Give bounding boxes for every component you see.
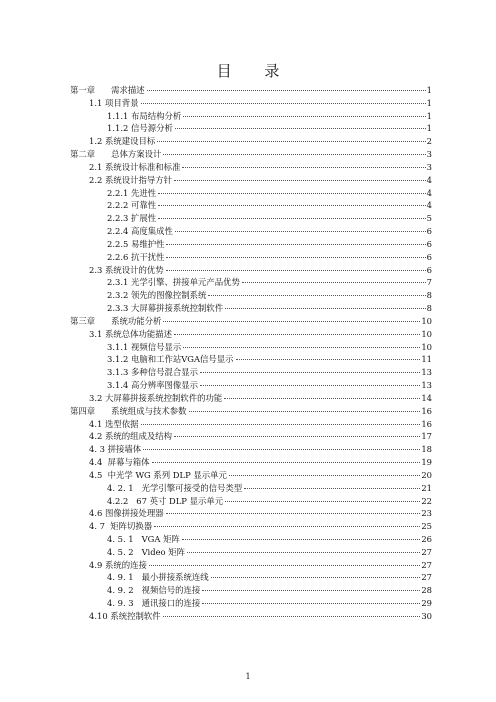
toc-entry-number: 4.10: [89, 610, 108, 621]
toc-entry[interactable]: [70, 533, 432, 546]
toc-entry-number: 1.1.1: [107, 110, 129, 121]
toc-entry-label: [107, 597, 200, 610]
toc-entry[interactable]: [70, 302, 432, 315]
dot-leader: [208, 295, 425, 296]
toc-entry-label: [89, 443, 141, 456]
toc-entry-page: 28: [421, 585, 432, 596]
toc-entry[interactable]: [70, 405, 432, 418]
toc-entry-text: 系统功能分析: [111, 315, 162, 326]
dot-leader: [152, 462, 421, 463]
toc-entry-label: [89, 520, 152, 533]
toc-entry-text: 拼接墙体: [104, 444, 142, 455]
toc-entry-label: [89, 610, 161, 623]
toc-entry[interactable]: [70, 584, 432, 597]
toc-entry-page: 3: [426, 161, 432, 172]
toc-entry-number: 4. 5. 1: [107, 533, 134, 544]
toc-entry-text: 系统建设目标: [102, 136, 156, 147]
toc-entry-number: 2.2.5: [107, 238, 129, 249]
toc-entry-number: 4. 9. 2: [107, 585, 134, 596]
toc-entry-label: [107, 122, 173, 135]
toc-entry-label: [107, 251, 164, 264]
toc-entry-number: 1.1: [89, 97, 103, 108]
toc-entry-label: [89, 135, 155, 148]
toc-entry-number: 4.2.2: [107, 495, 129, 506]
dot-leader: [202, 590, 420, 591]
toc-entry[interactable]: [70, 520, 432, 533]
toc-entry-label: [107, 353, 234, 366]
page-title: 目 录: [216, 62, 294, 80]
toc-entry-text: 系统的组成及结构: [102, 431, 172, 442]
toc-entry-text: 电脑和工作站VGA信号显示: [128, 354, 234, 365]
dot-leader: [236, 359, 421, 360]
toc-entry-number: 1.1.2: [107, 123, 129, 134]
toc-entry-number: 2.3.1: [107, 277, 129, 288]
toc-entry-label: [107, 276, 240, 289]
toc-entry-number: 2.3.2: [107, 290, 129, 301]
toc-entry[interactable]: [70, 559, 432, 572]
toc-entry-label: [107, 366, 198, 379]
toc-entry-number: 4.5: [89, 469, 103, 480]
toc-entry-number: 4. 9. 1: [107, 572, 134, 583]
toc-entry-number: 第四章: [70, 405, 96, 416]
toc-entry-label: [107, 546, 185, 559]
toc-entry[interactable]: [70, 507, 432, 520]
toc-entry[interactable]: [70, 443, 432, 456]
toc-entry-label: [89, 97, 139, 110]
toc-entry-page: 30: [421, 610, 432, 621]
toc-entry-label: [107, 341, 181, 354]
toc-entry-page: 4: [426, 174, 432, 185]
toc-entry-page: 16: [421, 405, 432, 416]
toc-entry-label: [70, 148, 161, 161]
toc-entry-number: 第三章: [70, 315, 96, 326]
dot-leader: [174, 436, 420, 437]
dot-leader: [229, 475, 420, 476]
toc-entry-page: 25: [421, 521, 432, 532]
toc-entry-page: 27: [421, 572, 432, 583]
toc-entry[interactable]: [70, 135, 432, 148]
toc-entry-text: 67 英寸 DLP 显示单元: [128, 495, 224, 506]
toc-entry[interactable]: [70, 495, 432, 508]
toc-entry[interactable]: [70, 148, 432, 161]
toc-entry-text: 可靠性: [128, 200, 157, 211]
toc-entry-number: 1.2: [89, 136, 103, 147]
toc-entry-label: [107, 187, 156, 200]
dot-leader: [200, 372, 420, 373]
dot-leader: [244, 488, 420, 489]
toc-entry-page: 29: [421, 598, 432, 609]
toc-entry-page: 3: [426, 149, 432, 160]
toc-entry[interactable]: [70, 328, 432, 341]
toc-entry-page: 19: [421, 457, 432, 468]
toc-entry-number: 2.3: [89, 264, 103, 275]
toc-entry-label: [70, 84, 145, 97]
toc-entry[interactable]: [70, 110, 432, 123]
toc-entry-page: 1: [426, 123, 432, 134]
toc-entry[interactable]: [70, 174, 432, 187]
dot-leader: [147, 90, 426, 91]
toc-entry-page: 10: [421, 328, 432, 339]
toc-entry[interactable]: [70, 456, 432, 469]
toc-entry-label: [107, 199, 156, 212]
toc-entry-number: 3.1.2: [107, 354, 129, 365]
toc-entry-label: [107, 289, 206, 302]
toc-entry-text: 系统设计指导方针: [102, 174, 172, 185]
toc-entry-page: 2: [426, 136, 432, 147]
dot-leader: [143, 449, 420, 450]
toc-entry-label: [89, 430, 172, 443]
toc-entry-label: [107, 379, 198, 392]
toc-entry-page: 17: [421, 431, 432, 442]
toc-entry-page: 4: [426, 200, 432, 211]
toc-entry[interactable]: [70, 199, 432, 212]
toc-entry-number: 2.2.2: [107, 200, 129, 211]
dot-leader: [175, 128, 426, 129]
toc-entry-text: 布局结构分析: [128, 110, 182, 121]
toc-entry-page: 8: [426, 290, 432, 301]
toc-entry-text: 需求描述: [111, 85, 145, 95]
toc-entry-page: 23: [421, 508, 432, 519]
toc-entry-text: 光学引擎、拼接单元产品优势: [128, 277, 240, 288]
toc-entry-number: 2.2.6: [107, 251, 129, 262]
toc-entry-label: [89, 174, 172, 187]
toc-entry-text: 系统控制软件: [107, 610, 161, 621]
dot-leader: [224, 398, 420, 399]
dot-leader: [163, 154, 425, 155]
toc-entry-text: 项目背景: [102, 97, 139, 108]
toc-entry[interactable]: [70, 84, 432, 97]
toc-entry[interactable]: [70, 353, 432, 366]
toc-entry-label: [89, 392, 222, 405]
toc-entry[interactable]: [70, 264, 432, 277]
toc-entry-page: 22: [421, 495, 432, 506]
toc-entry-number: 4. 7: [89, 521, 105, 532]
toc-entry-label: [70, 405, 187, 418]
toc-entry-text: 系统总体功能描述: [102, 328, 172, 339]
toc-entry[interactable]: [70, 430, 432, 443]
toc-entry[interactable]: [70, 122, 432, 135]
dot-leader: [158, 218, 426, 219]
toc-entry[interactable]: [70, 610, 432, 623]
toc-entry-text: 高分辨率图像显示: [128, 380, 198, 391]
toc-entry-text: 信号源分析: [128, 123, 173, 134]
toc-entry[interactable]: [70, 418, 432, 431]
toc-entry-text: 抗干扰性: [128, 251, 165, 262]
toc-entry-text: 总体方案设计: [111, 149, 162, 160]
dot-leader: [211, 577, 421, 578]
toc-entry-number: 2.2: [89, 174, 103, 185]
toc-entry-number: 2.2.1: [107, 187, 129, 198]
toc-entry-label: [89, 264, 164, 277]
toc-entry-page: 27: [421, 559, 432, 570]
toc-entry-label: [107, 110, 181, 123]
toc-entry-text: 领先的图像控制系统: [128, 290, 207, 301]
toc-entry[interactable]: [70, 315, 432, 328]
toc-entry-label: [89, 469, 227, 482]
dot-leader: [182, 167, 425, 168]
toc-entry-page: 11: [421, 354, 432, 365]
toc-entry-number: 2.1: [89, 161, 103, 172]
toc-entry-page: 6: [426, 251, 432, 262]
toc-entry[interactable]: [70, 289, 432, 302]
toc-entry-number: 3.1: [89, 328, 103, 339]
toc-entry-text: 光学引擎可接受的信号类型: [133, 482, 243, 493]
dot-leader: [166, 244, 425, 245]
toc-entry-number: 4.1: [89, 418, 103, 429]
toc-entry-text: 通讯接口的连接: [133, 598, 201, 609]
dot-leader: [158, 193, 426, 194]
toc-entry-number: 2.3.3: [107, 303, 129, 314]
toc-entry-page: 6: [426, 264, 432, 275]
toc-entry-page: 7: [426, 277, 432, 288]
toc-entry-label: [70, 315, 161, 328]
toc-entry-label: [107, 571, 209, 584]
dot-leader: [166, 270, 426, 271]
toc-entry[interactable]: [70, 341, 432, 354]
toc-entry-page: 18: [421, 444, 432, 455]
dot-leader: [225, 308, 426, 309]
toc-entry-page: 20: [421, 469, 432, 480]
dot-leader: [187, 552, 420, 553]
toc-entry-text: 扩展性: [128, 213, 157, 224]
toc-entry-number: 4. 5. 2: [107, 546, 134, 557]
toc-entry-number: 3.1.4: [107, 380, 129, 391]
toc-entry-text: 选型依据: [102, 418, 139, 429]
toc-entry-text: 系统的连接: [102, 559, 147, 570]
toc-entry-text: 先进性: [128, 187, 157, 198]
toc-entry-text: 图像拼接处理器: [102, 508, 164, 519]
toc-entry-page: 1: [426, 110, 432, 121]
toc-entry[interactable]: [70, 366, 432, 379]
toc-entry-text: 最小拼接系统连线: [133, 572, 209, 583]
toc-entry-text: 视频信号的连接: [133, 585, 201, 596]
toc-entry-page: 14: [421, 392, 432, 403]
toc-entry[interactable]: [70, 482, 432, 495]
toc-entry-label: [89, 507, 164, 520]
toc-entry-label: [107, 495, 223, 508]
toc-entry-page: 16: [421, 418, 432, 429]
toc-entry[interactable]: [70, 546, 432, 559]
toc-entry-page: 13: [421, 367, 432, 378]
toc-entry[interactable]: [70, 276, 432, 289]
toc-entry-page: 10: [421, 315, 432, 326]
toc-entry[interactable]: [70, 469, 432, 482]
toc-entry-text: 高度集成性: [128, 226, 173, 237]
dot-leader: [154, 526, 420, 527]
toc-entry-text: 中光学 WG 系列 DLP 显示单元: [102, 469, 227, 480]
toc-entry-label: [107, 302, 223, 315]
dot-leader: [189, 411, 421, 412]
toc-entry[interactable]: [70, 392, 432, 405]
toc-entry-text: 屏幕与箱体: [102, 457, 150, 468]
toc-entry-number: 4.2: [89, 431, 103, 442]
toc-entry-text: 系统设计的优势: [102, 264, 164, 275]
toc-entry-page: 6: [426, 226, 432, 237]
toc-entry-label: [89, 559, 147, 572]
dot-leader: [200, 385, 420, 386]
toc-entry-text: 大屏幕拼接系统控制软件: [128, 303, 224, 314]
toc-entry-number: 4.6: [89, 508, 103, 519]
toc-entry-page: 8: [426, 303, 432, 314]
toc-entry[interactable]: [70, 161, 432, 174]
toc-entry-label: [107, 225, 173, 238]
dot-leader: [183, 116, 425, 117]
toc-entry-label: [89, 328, 172, 341]
dot-leader: [141, 424, 421, 425]
toc-entry-number: 第二章: [70, 149, 96, 160]
dot-leader: [163, 321, 420, 322]
dot-leader: [163, 616, 421, 617]
dot-leader: [182, 539, 421, 540]
toc-entry-text: 视频信号显示: [128, 341, 182, 352]
toc-entry-label: [107, 212, 156, 225]
toc-entry-label: [107, 533, 180, 546]
dot-leader: [175, 231, 426, 232]
dot-leader: [141, 103, 426, 104]
toc-entry-number: 4. 3: [89, 444, 105, 455]
dot-leader: [225, 501, 420, 502]
toc-entry-text: VGA 矩阵: [133, 533, 180, 544]
toc-entry-number: 3.1.3: [107, 367, 129, 378]
toc-entry-page: 10: [421, 341, 432, 352]
dot-leader: [174, 334, 420, 335]
toc-entry[interactable]: [70, 225, 432, 238]
dot-leader: [157, 141, 425, 142]
table-of-contents: [70, 84, 432, 623]
toc-entry-text: 矩阵切换器: [104, 521, 153, 532]
toc-entry-text: 易维护性: [128, 238, 165, 249]
toc-entry[interactable]: [70, 379, 432, 392]
toc-entry-page: 4: [426, 187, 432, 198]
toc-entry-number: 2.2.4: [107, 226, 129, 237]
dot-leader: [183, 347, 420, 348]
toc-entry[interactable]: [70, 97, 432, 110]
toc-entry-text: 系统组成与技术参数: [111, 405, 187, 416]
toc-entry-page: 5: [426, 213, 432, 224]
toc-entry-number: 第一章: [70, 85, 96, 95]
toc-entry-page: 21: [421, 482, 432, 493]
toc-entry-number: 4.4: [89, 457, 103, 468]
dot-leader: [202, 603, 420, 604]
page-number: 1: [245, 672, 251, 681]
dot-leader: [166, 257, 425, 258]
toc-entry-number: 4. 2. 1: [107, 482, 134, 493]
toc-entry-text: 多种信号混合显示: [128, 367, 198, 378]
toc-entry-number: 3.1.1: [107, 341, 129, 352]
toc-entry-label: [107, 584, 200, 597]
dot-leader: [166, 513, 421, 514]
toc-entry-text: 大屏幕拼接系统控制软件的功能: [102, 392, 223, 403]
toc-entry-number: 4. 9. 3: [107, 598, 134, 609]
toc-entry-number: 4.9: [89, 559, 103, 570]
dot-leader: [158, 205, 426, 206]
toc-entry-number: 2.2.3: [107, 213, 129, 224]
toc-entry-label: [89, 418, 139, 431]
toc-entry[interactable]: [70, 571, 432, 584]
toc-entry-page: 1: [426, 97, 432, 108]
toc-entry-page: 27: [421, 546, 432, 557]
toc-entry[interactable]: [70, 187, 432, 200]
toc-entry-label: [107, 482, 242, 495]
toc-entry-page: 6: [426, 238, 432, 249]
toc-entry-label: [107, 238, 164, 251]
dot-leader: [242, 282, 426, 283]
toc-entry-label: [89, 161, 180, 174]
toc-entry-label: [89, 456, 150, 469]
toc-entry-text: Video 矩阵: [133, 546, 185, 557]
toc-entry-page: 1: [426, 85, 432, 95]
toc-entry[interactable]: [70, 212, 432, 225]
toc-entry-page: 26: [421, 533, 432, 544]
toc-entry[interactable]: [70, 238, 432, 251]
toc-entry-text: 系统设计标准和标准: [102, 161, 181, 172]
dot-leader: [174, 180, 426, 181]
toc-entry-number: 3.2: [89, 392, 103, 403]
dot-leader: [149, 565, 420, 566]
toc-entry[interactable]: [70, 251, 432, 264]
toc-entry[interactable]: [70, 597, 432, 610]
toc-entry-page: 13: [421, 380, 432, 391]
